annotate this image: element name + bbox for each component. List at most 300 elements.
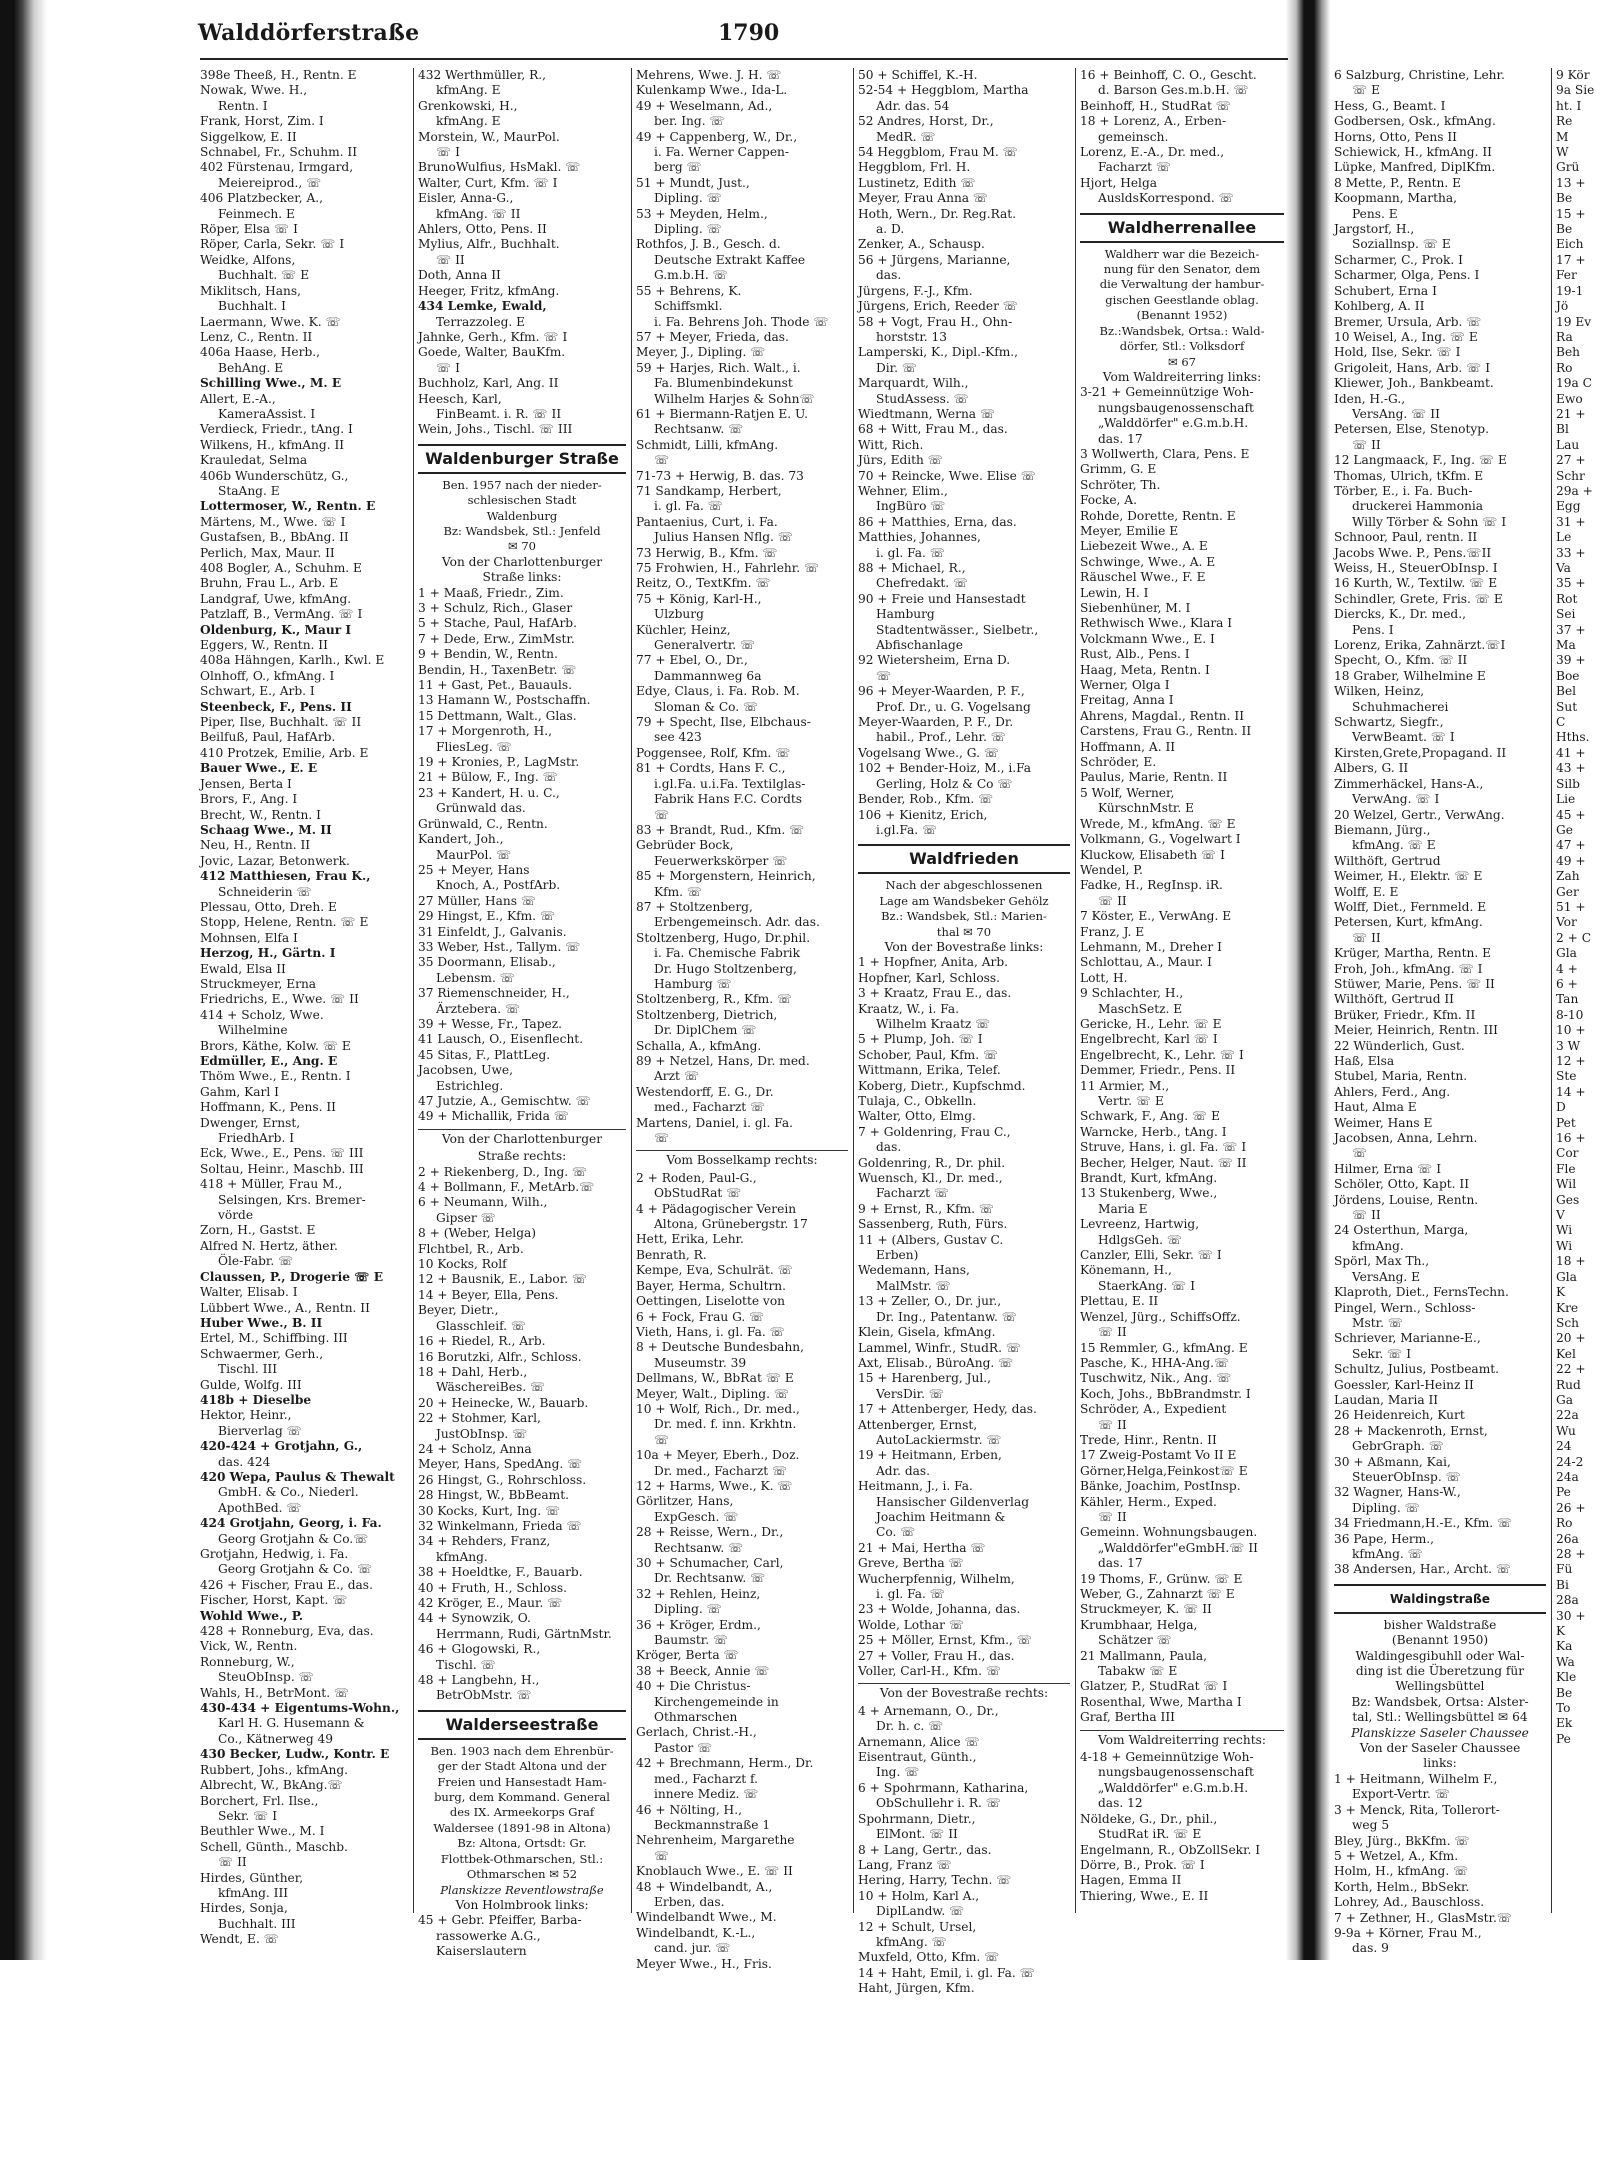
- directory-entry: Thöm Wwe., E., Rentn. I: [200, 1069, 351, 1084]
- directory-entry: Meier, Heinrich, Rentn. III: [1334, 1023, 1498, 1038]
- directory-entry: 41 Lausch, O., Eisenflecht.: [418, 1032, 584, 1047]
- directory-entry-continuation: Feuerwerkskörper ☏: [654, 853, 788, 868]
- directory-entry: Werner, Olga I: [1080, 678, 1170, 693]
- directory-entry: Brecht, W., Rentn. I: [200, 807, 321, 822]
- directory-entry: Ma: [1556, 638, 1576, 653]
- directory-entry: 37 +: [1556, 622, 1586, 637]
- directory-entry-continuation: das. 12: [1098, 1796, 1143, 1811]
- directory-entry: 11 + Gast, Pet., Bauauls.: [418, 678, 572, 693]
- directory-entry: 19a C: [1556, 376, 1592, 391]
- directory-entry-continuation: das. 17: [1098, 1556, 1143, 1571]
- directory-entry-continuation: Grünwald das.: [436, 801, 526, 816]
- directory-entry-continuation: AusldsKorrespond. ☏: [1098, 191, 1234, 206]
- directory-entry: Rud: [1556, 1377, 1581, 1392]
- directory-entry: Wahls, H., BetrMont. ☏: [200, 1685, 350, 1700]
- directory-entry: Wilthöft, Gertrud II: [1334, 992, 1455, 1007]
- directory-entry: Schr: [1556, 468, 1585, 483]
- directory-entry: Meyer, Walt., Dipling. ☏: [636, 1386, 790, 1401]
- column-rule: [631, 68, 632, 1913]
- directory-entry: D: [1556, 1100, 1566, 1115]
- directory-entry-continuation: Tischl. ☏: [436, 1657, 496, 1672]
- directory-entry: Kröger, Berta ☏: [636, 1648, 739, 1663]
- directory-entry: Laudan, Maria II: [1334, 1392, 1439, 1407]
- directory-entry: Kähler, Herm., Exped.: [1080, 1494, 1217, 1509]
- directory-entry: 38 Andersen, Har., Archt. ☏: [1334, 1562, 1512, 1577]
- directory-entry: Koberg, Dietr., Kupfschmd.: [858, 1078, 1026, 1093]
- directory-entry: Struckmeyer, K. ☏ II: [1080, 1602, 1212, 1617]
- directory-entry-continuation: Arzt ☏: [654, 1069, 700, 1084]
- directory-entry: Küchler, Heinz,: [636, 622, 731, 637]
- directory-entry: Bender, Rob., Kfm. ☏: [858, 792, 994, 807]
- directory-entry: Grü: [1556, 160, 1580, 175]
- directory-entry-continuation: kfmAng. III: [218, 1885, 289, 1900]
- directory-entry: 7 + Zethner, H., GlasMstr.☏: [1334, 1910, 1513, 1925]
- directory-entry: Kluckow, Elisabeth ☏ I: [1080, 847, 1225, 862]
- directory-entry: Nowak, Wwe. H.,: [200, 83, 308, 98]
- directory-entry: 18 + Dahl, Herb.,: [418, 1364, 528, 1379]
- directory-entry-continuation: vörde: [218, 1208, 254, 1223]
- directory-entry: Oldenburg, K., Maur I: [200, 622, 352, 637]
- directory-entry: 75 + König, Karl-H.,: [636, 591, 762, 606]
- directory-entry: 432 Werthmüller, R.,: [418, 68, 547, 82]
- directory-entry: Jahnke, Gerh., Kfm. ☏ I: [418, 329, 568, 344]
- section-heading: Vom Waldreiterring links:: [1102, 369, 1262, 384]
- directory-entry: Grünwald, C., Rentn.: [418, 816, 548, 831]
- section-heading: Straße links:: [482, 570, 562, 585]
- directory-entry: Ro: [1556, 1516, 1573, 1531]
- directory-entry: Hths.: [1556, 730, 1590, 745]
- directory-entry-continuation: innere Mediz. ☏: [654, 1787, 759, 1802]
- directory-entry: Wilkens, H., kfmAng. II: [200, 437, 345, 452]
- directory-entry-continuation: kfmAng.: [436, 1549, 488, 1564]
- directory-entry: Schlottau, A., Maur. I: [1080, 955, 1212, 970]
- directory-entry: 31 Einfeldt, J., Galvanis.: [418, 924, 567, 939]
- directory-entry-continuation: das.: [876, 268, 902, 283]
- directory-entry: Volckmann Wwe., E. I: [1080, 631, 1215, 646]
- directory-entry: 32 + Rehlen, Heinz,: [636, 1586, 761, 1601]
- directory-entry: Ka: [1556, 1639, 1573, 1654]
- directory-entry-continuation: Dr. DiplChem ☏: [654, 1023, 757, 1038]
- directory-entry: Lehmann, M., Dreher I: [1080, 939, 1222, 954]
- directory-entry: Stoltzenberg, Hugo, Dr.phil.: [636, 930, 811, 945]
- section-heading: Von Holmbrook links:: [455, 1897, 589, 1912]
- directory-entry: 19 Ev: [1556, 314, 1592, 329]
- directory-entry: 12 +: [1556, 1054, 1586, 1068]
- directory-entry: 20 Welzel, Gertr., VerwAng.: [1334, 807, 1505, 822]
- directory-entry: Huber Wwe., B. II: [200, 1315, 323, 1330]
- directory-entry: Flchtbel, R., Arb.: [418, 1241, 524, 1256]
- directory-entry-continuation: Erben, das.: [654, 1894, 725, 1909]
- directory-entry-continuation: Gipser ☏: [436, 1210, 496, 1225]
- directory-entry-continuation: Sloman & Co. ☏: [654, 699, 759, 714]
- directory-entry: 3 + Menck, Rita, Tollerort-: [1334, 1802, 1500, 1817]
- directory-entry: Jürs, Edith ☏: [858, 453, 944, 468]
- directory-entry: Biemann, Jürg.,: [1334, 822, 1431, 837]
- directory-entry: Schubert, Erna I: [1334, 283, 1437, 298]
- directory-entry: 5 + Wetzel, A., Kfm.: [1334, 1848, 1459, 1863]
- directory-entry: Eisentraut, Günth.,: [858, 1750, 977, 1765]
- directory-entry: Weimer, Hans E: [1334, 1115, 1433, 1130]
- directory-entry: Tuschwitz, Nik., Ang. ☏: [1080, 1371, 1232, 1386]
- directory-entry: Haht, Jürgen, Kfm.: [858, 1981, 975, 1996]
- directory-column-4: [858, 68, 1070, 1996]
- directory-entry-continuation: Co. ☏: [876, 1525, 916, 1540]
- street-note: (Benannt 1950): [1391, 1633, 1489, 1648]
- directory-entry: Soltau, Heinr., Maschb. III: [200, 1161, 364, 1176]
- directory-entry: Pet: [1556, 1115, 1576, 1130]
- directory-entry: Hilmer, Erna ☏ I: [1334, 1161, 1442, 1176]
- directory-entry: 7 Köster, E., VerwAng. E: [1080, 909, 1232, 924]
- section-heading: Vom Bosselkamp rechts:: [636, 1150, 848, 1168]
- directory-entry: Hjort, Helga: [1080, 175, 1158, 190]
- directory-entry-continuation: gemeinsch.: [1098, 129, 1169, 144]
- directory-entry: 12 Langmaack, F., Ing. ☏ E: [1334, 453, 1507, 468]
- directory-entry: Hett, Erika, Lehr.: [636, 1232, 744, 1247]
- directory-entry: 4 + Pädagogischer Verein: [636, 1201, 797, 1216]
- directory-entry-continuation: d. Barson Ges.m.b.H. ☏: [1098, 83, 1249, 98]
- directory-entry: 21 Mallmann, Paula,: [1080, 1648, 1207, 1663]
- directory-entry: Wilthöft, Gertrud: [1334, 853, 1441, 868]
- directory-entry-continuation: MaurPol. ☏: [436, 847, 512, 862]
- directory-entry: 27 +: [1556, 453, 1586, 468]
- directory-entry: 5 Wolf, Werner,: [1080, 785, 1175, 800]
- directory-entry-continuation: Willy Törber & Sohn ☏ I: [1352, 514, 1507, 529]
- directory-entry-continuation: Wilhelm Harjes & Sohn☏: [654, 391, 815, 406]
- directory-entry: Jacobsen, Uwe,: [418, 1063, 513, 1078]
- street-note: Othmarschen ✉ 52: [466, 1867, 578, 1882]
- directory-entry: 102 + Bender-Hoiz, M., i.Fa: [858, 761, 1031, 776]
- directory-entry-continuation: Sekr. ☏ I: [1352, 1346, 1412, 1361]
- directory-entry-continuation: Fa. Blumenbindekunst: [654, 376, 793, 391]
- directory-entry-continuation: i. gl. Fa. ☏: [876, 545, 945, 560]
- directory-entry: Fü: [1556, 1562, 1573, 1577]
- directory-entry: 42 + Brechmann, Herm., Dr.: [636, 1756, 814, 1771]
- directory-entry: Sch: [1556, 1315, 1580, 1330]
- directory-entry-continuation: Vertr. ☏ E: [1098, 1094, 1164, 1108]
- directory-entry: Stopp, Helene, Rentn. ☏ E: [200, 915, 369, 930]
- section-heading: Von der Bovestraße links:: [884, 939, 1044, 954]
- directory-entry: 1 + Hopfner, Anita, Arb.: [858, 955, 1009, 970]
- directory-entry: Fle: [1556, 1161, 1576, 1176]
- directory-entry-continuation: ExpGesch. ☏: [654, 1509, 739, 1524]
- directory-entry: Neu, H., Rentn. II: [200, 838, 311, 853]
- book-binding-gutter: [1286, 0, 1330, 1960]
- directory-entry-continuation: KameraAssist. I: [218, 406, 316, 421]
- directory-entry: Krumbhaar, Helga,: [1080, 1617, 1198, 1632]
- directory-entry-continuation: Dir. ☏: [876, 360, 918, 375]
- directory-entry: Lorenz, E.-A., Dr. med.,: [1080, 145, 1225, 160]
- directory-entry: Pasche, K., HHA-Ang.☏: [1080, 1355, 1230, 1370]
- directory-entry: 1 + Heitmann, Wilhelm F.,: [1334, 1771, 1498, 1786]
- directory-entry: 16 + Riedel, R., Arb.: [418, 1334, 546, 1349]
- directory-entry: Bauer Wwe., E. E: [200, 761, 318, 776]
- directory-entry: Grimm, G. E: [1080, 462, 1157, 477]
- directory-entry: 6 + Fock, Frau G. ☏: [636, 1309, 765, 1324]
- directory-entry: 430-434 + Eigentums-Wohn.,: [200, 1701, 400, 1716]
- directory-entry: Jensen, Berta I: [200, 776, 292, 791]
- directory-entry: Zimmerhäckel, Hans-A.,: [1334, 776, 1484, 791]
- directory-entry: Schalla, A., kfmAng.: [636, 1038, 762, 1053]
- directory-entry: 30 + Schumacher, Carl,: [636, 1556, 784, 1570]
- directory-entry: 10 + Wolf, Rich., Dr. med.,: [636, 1401, 800, 1416]
- directory-entry-continuation: ☏: [654, 1848, 670, 1863]
- directory-entry-continuation: „Walddörfer"eGmbH.☏ II: [1098, 1540, 1258, 1555]
- directory-entry: 14 +: [1556, 1084, 1586, 1099]
- directory-entry: 35 Doormann, Elisab.,: [418, 955, 556, 970]
- directory-entry: Windelbandt, K.-L.,: [636, 1925, 756, 1940]
- directory-entry: Haag, Meta, Rentn. I: [1080, 662, 1210, 677]
- directory-entry: Weidke, Alfons,: [200, 252, 296, 267]
- directory-entry: Wendt, E. ☏: [200, 1932, 279, 1947]
- directory-entry: 41 +: [1556, 745, 1586, 760]
- directory-entry: Hagen, Emma II: [1080, 1873, 1182, 1888]
- directory-entry: 51 + Mundt, Just.,: [636, 175, 750, 190]
- directory-entry-continuation: ☏ E: [1352, 83, 1381, 98]
- directory-entry-continuation: ☏ II: [218, 1855, 247, 1870]
- directory-entry: K: [1556, 1285, 1566, 1300]
- directory-entry-continuation: Ulzburg: [654, 607, 704, 622]
- directory-entry: 36 Pape, Herm.,: [1334, 1531, 1435, 1546]
- directory-entry: Silb: [1556, 776, 1580, 791]
- street-note: Bz: Wandsbek, Stl.: Jenfeld: [443, 523, 601, 538]
- directory-entry: Lamperski, K., Dipl.-Kfm.,: [858, 345, 1019, 360]
- directory-entry: Piper, Ilse, Buchhalt. ☏ II: [200, 715, 362, 730]
- directory-entry: 28 + Reisse, Wern., Dr.,: [636, 1525, 784, 1540]
- directory-entry-continuation: StudRat iR. ☏ E: [1098, 1827, 1202, 1842]
- directory-entry: Landgraf, Uwe, kfmAng.: [200, 591, 352, 606]
- directory-entry: Jördens, Louise, Rentn.: [1334, 1192, 1479, 1207]
- directory-entry-continuation: Pastor ☏: [654, 1740, 713, 1755]
- directory-entry-continuation: Rechtsanw. ☏: [654, 1540, 744, 1555]
- directory-entry: 77 + Ebel, O., Dr.,: [636, 653, 748, 668]
- directory-entry: Lübbert Wwe., A., Rentn. II: [200, 1300, 370, 1315]
- directory-entry: Klaproth, Diet., FernsTechn.: [1334, 1285, 1509, 1300]
- directory-entry: 5 + Stache, Paul, HafArb.: [418, 616, 577, 631]
- directory-entry: Schaag Wwe., M. II: [200, 822, 332, 837]
- directory-entry-continuation: AutoLackiermstr. ☏: [876, 1432, 1002, 1447]
- directory-entry: 20 + Heinecke, W., Bauarb.: [418, 1395, 589, 1410]
- directory-entry: Gemeinn. Wohnungsbaugen.: [1080, 1525, 1258, 1540]
- directory-entry-continuation: nungsbaugenossenschaft: [1098, 1765, 1254, 1780]
- column-rule: [853, 68, 854, 1913]
- directory-entry-continuation: Bierverlag ☏: [218, 1423, 302, 1438]
- directory-entry: Krauledat, Selma: [200, 453, 308, 468]
- directory-entry-continuation: med., Facharzt f.: [654, 1771, 758, 1786]
- page-number: 1790: [718, 20, 780, 46]
- directory-entry: 18 +: [1556, 1254, 1586, 1269]
- street-heading: Waldenburger Straße: [418, 444, 626, 474]
- directory-entry: 92 Wietersheim, Erna D.: [858, 653, 1011, 668]
- directory-entry: Goede, Walter, BauKfm.: [418, 345, 566, 360]
- directory-entry: 10 + Holm, Karl A.,: [858, 1888, 980, 1903]
- directory-entry: 9-9a + Körner, Frau M.,: [1334, 1925, 1482, 1940]
- directory-entry-continuation: Soziallnsp. ☏ E: [1352, 237, 1451, 252]
- street-plan-reference: Planskizze Saseler Chaussee: [1351, 1725, 1529, 1740]
- directory-entry-continuation: Othmarschen: [654, 1710, 738, 1725]
- directory-entry-continuation: „Walddörfer" e.G.m.b.H.: [1098, 416, 1249, 431]
- directory-entry: 8 + Deutsche Bundesbahn,: [636, 1340, 805, 1355]
- directory-entry-continuation: Abfischanlage: [876, 638, 963, 653]
- directory-entry: 28 +: [1556, 1547, 1586, 1561]
- directory-entry-continuation: Ing. ☏: [876, 1765, 920, 1780]
- directory-entry: 29a +: [1556, 483, 1593, 498]
- street-note: Lage am Wandsbeker Gehölz: [879, 893, 1049, 908]
- directory-entry: Ronneburg, W.,: [200, 1654, 295, 1669]
- directory-entry: 25 + Meyer, Hans: [418, 862, 530, 877]
- directory-entry: Eisler, Anna-G.,: [418, 191, 514, 206]
- directory-entry: 19 + Heitmann, Erben,: [858, 1448, 1002, 1463]
- directory-entry: Meyer-Waarden, P. F., Dr.: [858, 715, 1014, 730]
- directory-entry: 81 + Cordts, Hans F. C.,: [636, 761, 786, 776]
- directory-entry: Vor: [1556, 915, 1577, 930]
- directory-entry: Freitag, Anna I: [1080, 693, 1174, 708]
- directory-entry-continuation: Öle-Fabr. ☏: [218, 1254, 294, 1269]
- directory-entry: Attenberger, Ernst,: [858, 1417, 978, 1432]
- street-note: ✉ 70: [508, 539, 536, 554]
- directory-entry-continuation: Gerling, Holz & Co ☏: [876, 776, 1013, 791]
- directory-entry: 90 + Freie und Hansestadt: [858, 591, 1026, 606]
- directory-entry: Schwinge, Wwe., A. E: [1080, 554, 1216, 569]
- directory-entry-continuation: ☏ I: [436, 145, 460, 160]
- directory-entry: Struve, Hans, i. gl. Fa. ☏ I: [1080, 1140, 1247, 1155]
- street-note: Flottbek-Othmarschen, Stl.:: [440, 1851, 604, 1866]
- directory-entry: Jovic, Lazar, Betonwerk.: [200, 853, 350, 868]
- directory-entry-continuation: Buchhalt. III: [218, 1916, 296, 1931]
- directory-entry: Ewald, Elsa II: [200, 961, 286, 976]
- directory-entry: Brüker, Friedr., Kfm. II: [1334, 1007, 1476, 1022]
- directory-entry: 13 +: [1556, 175, 1586, 190]
- column-rule: [413, 68, 414, 1913]
- directory-entry-continuation: ☏ II: [1352, 437, 1381, 452]
- street-note: Bz: Wandsbek, Ortsa: Alster-: [1351, 1694, 1529, 1709]
- directory-entry: Wolff, Diet., Fernmeld. E: [1334, 899, 1487, 914]
- directory-entry-continuation: G.m.b.H. ☏: [654, 268, 728, 283]
- section-heading: Von der Charlottenburger: [418, 1129, 626, 1147]
- directory-entry: Gahm, Karl I: [200, 1084, 279, 1099]
- directory-entry: Schnabel, Fr., Schuhm. II: [200, 145, 358, 160]
- directory-entry: Schröter, Th.: [1080, 477, 1161, 492]
- directory-entry: 10 +: [1556, 1023, 1586, 1038]
- directory-entry: Jürgens, F.-J., Kfm.: [858, 283, 973, 298]
- directory-entry-continuation: i. gl. Fa. ☏: [876, 1587, 945, 1601]
- directory-entry: 68 + Witt, Frau M., das.: [858, 422, 1008, 437]
- street-note: dörfer, Stl.: Volksdorf: [1119, 339, 1245, 354]
- directory-entry-continuation: BehAng. E: [218, 360, 284, 375]
- street-note: ding ist die Überetzung für: [1355, 1664, 1525, 1679]
- directory-entry: Lammel, Winfr., StudR. ☏: [858, 1340, 1022, 1355]
- directory-entry: Jürgens, Erich, Reeder ☏: [858, 299, 1019, 314]
- directory-entry: Fadke, H., RegInsp. iR.: [1080, 878, 1223, 893]
- directory-entry: Focke, A.: [1080, 493, 1137, 508]
- directory-entry: 16 + Beinhoff, C. O., Gescht.: [1080, 68, 1257, 82]
- directory-entry-continuation: Altona, Grünebergstr. 17: [654, 1217, 808, 1232]
- directory-entry: Wein, Johs., Tischl. ☏ III: [418, 422, 573, 437]
- street-note: Waldherr war die Bezeich-: [1104, 246, 1260, 261]
- directory-entry-continuation: Co., Kätnerweg 49: [218, 1731, 334, 1746]
- directory-entry: 33 +: [1556, 545, 1586, 560]
- directory-entry: 22 +: [1556, 1362, 1586, 1377]
- directory-entry: Martens, Daniel, i. gl. Fa.: [636, 1115, 794, 1130]
- directory-entry: Wohld Wwe., P.: [200, 1608, 304, 1623]
- directory-entry: 45 Sitas, F., PlattLeg.: [418, 1047, 551, 1062]
- directory-entry: 106 + Kienitz, Erich,: [858, 807, 988, 822]
- directory-entry: 24-2: [1556, 1454, 1584, 1469]
- directory-entry: 86 + Matthies, Erna, das.: [858, 514, 1017, 529]
- directory-entry: Marquardt, Wilh.,: [858, 376, 969, 391]
- directory-entry: BrunoWulfius, HsMakl. ☏: [418, 160, 581, 175]
- directory-entry: Nehrenheim, Margarethe: [636, 1833, 795, 1848]
- directory-entry-continuation: i. gl. Fa. ☏: [654, 499, 723, 514]
- directory-entry-continuation: ☏: [654, 453, 670, 468]
- street-plan-reference: Planskizze Reventlowstraße: [440, 1882, 604, 1897]
- directory-entry: Kel: [1556, 1346, 1576, 1361]
- directory-entry: Herzog, H., Gärtn. I: [200, 946, 336, 961]
- directory-entry-continuation: das. 9: [1352, 1941, 1389, 1956]
- directory-entry-continuation: „Walddörfer" e.G.m.b.H.: [1098, 1780, 1249, 1795]
- directory-entry: Lüpke, Manfred, DiplKfm.: [1334, 160, 1496, 175]
- directory-entry: 19 Thoms, F., Grünw. ☏ E: [1080, 1571, 1243, 1586]
- directory-entry: Oettingen, Liselotte von: [636, 1294, 786, 1309]
- directory-entry: Le: [1556, 530, 1572, 545]
- directory-entry: Stoltzenberg, R., Kfm. ☏: [636, 992, 793, 1007]
- directory-entry: 13 + Zeller, O., Dr. jur.,: [858, 1294, 1002, 1309]
- directory-entry: 414 + Scholz, Wwe.: [200, 1007, 324, 1022]
- directory-entry-continuation: HdlgsGeh. ☏: [1098, 1232, 1183, 1247]
- directory-entry: 57 + Meyer, Frieda, das.: [636, 329, 789, 344]
- directory-entry-continuation: Lebensm. ☏: [436, 970, 515, 985]
- directory-entry: 10 Weisel, A., Ing. ☏ E: [1334, 329, 1478, 344]
- directory-entry: 6 + Spohrmann, Katharina,: [858, 1780, 1029, 1795]
- directory-entry: 402 Fürstenau, Irmgard,: [200, 160, 354, 175]
- directory-entry-continuation: Tabakw ☏ E: [1098, 1664, 1178, 1679]
- directory-entry: C: [1556, 715, 1566, 730]
- directory-entry-continuation: Schiffsmkl.: [654, 299, 723, 314]
- directory-entry-continuation: Hamburg: [876, 607, 935, 622]
- directory-entry-continuation: Terrazzoleg. E: [436, 314, 526, 329]
- directory-entry: 49 + Weselmann, Ad.,: [636, 98, 773, 113]
- directory-entry-continuation: Dr. Hugo Stoltzenberg,: [654, 961, 797, 976]
- directory-entry: 45 + Gebr. Pfeiffer, Barba-: [418, 1913, 582, 1928]
- directory-entry: Westendorff, E. G., Dr.: [636, 1084, 774, 1099]
- directory-entry: 9 Kör: [1556, 68, 1590, 82]
- directory-entry: Vick, W., Rentn.: [200, 1639, 298, 1654]
- section-heading: Straße rechts:: [477, 1149, 567, 1164]
- column-rule: [1551, 68, 1552, 1913]
- directory-entry: 49 +: [1556, 853, 1586, 868]
- directory-entry-continuation: Maria E: [1098, 1201, 1148, 1216]
- section-heading: Von der Bovestraße rechts:: [858, 1683, 1070, 1701]
- directory-entry: 8 + Lang, Gertr., das.: [858, 1842, 992, 1857]
- directory-entry: 52-54 + Heggblom, Martha: [858, 83, 1029, 98]
- directory-entry-continuation: ApothBed. ☏: [218, 1500, 302, 1515]
- street-note: Bz.: Wandsbek, Stl.: Marien-: [881, 909, 1047, 924]
- directory-entry: 35 +: [1556, 576, 1586, 591]
- directory-entry: Schnoor, Paul, rentn. II: [1334, 530, 1478, 545]
- directory-entry-continuation: BetrObMstr. ☏: [436, 1688, 532, 1703]
- directory-entry: Lau: [1556, 437, 1580, 452]
- directory-entry: Engelbrecht, K., Lehr. ☏ I: [1080, 1047, 1244, 1062]
- directory-entry: Lie: [1556, 792, 1576, 807]
- directory-entry: To: [1556, 1701, 1571, 1716]
- directory-entry: Jacobs Wwe. P., Pens.☏II: [1334, 545, 1492, 560]
- directory-entry: Godbersen, Osk., kfmAng.: [1334, 114, 1496, 129]
- directory-entry-continuation: Facharzt ☏: [1098, 160, 1172, 175]
- directory-entry: Knoblauch Wwe., E. ☏ II: [636, 1864, 793, 1879]
- directory-entry: Brors, F., Ang. I: [200, 792, 298, 807]
- directory-entry: Beilfuß, Paul, HafArb.: [200, 730, 336, 745]
- directory-entry: Doth, Anna II: [418, 268, 501, 283]
- directory-entry: Bruhn, Frau L., Arb. E: [200, 576, 339, 591]
